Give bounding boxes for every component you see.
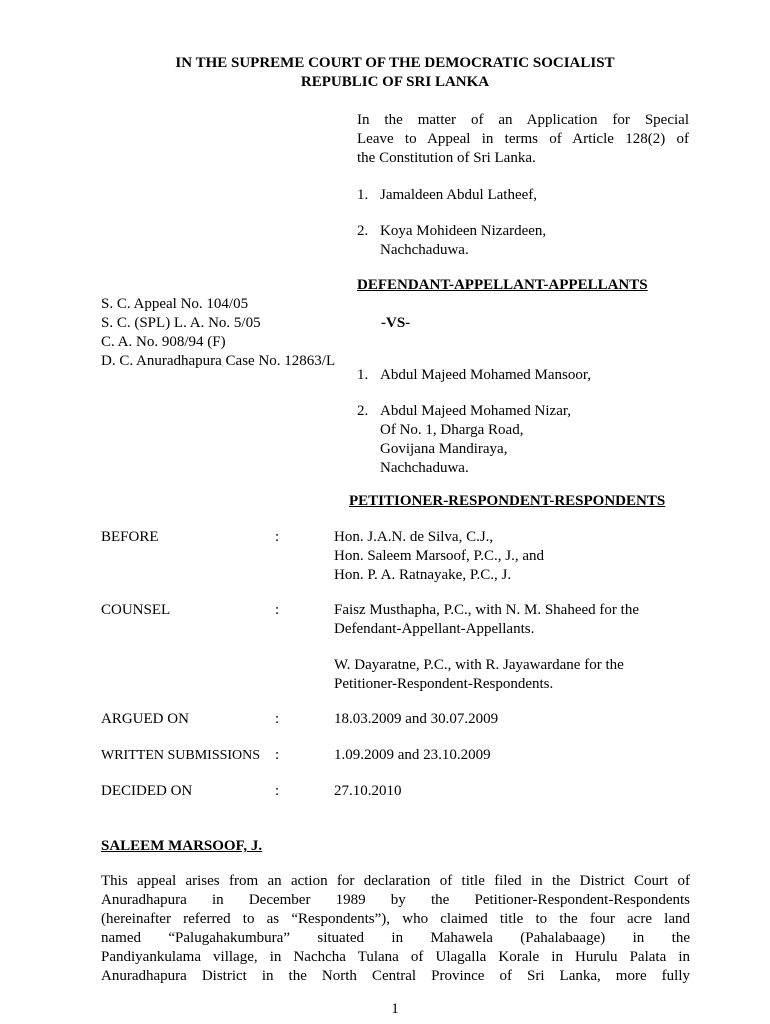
case-number-sc-spl: S. C. (SPL) L. A. No. 5/05	[101, 315, 261, 331]
appellant-2-number: 2.	[357, 223, 369, 239]
counsel-colon: :	[275, 602, 280, 618]
written-submissions-colon: :	[275, 747, 280, 763]
appellant-2-address: Nachchaduwa.	[380, 242, 469, 258]
court-heading-line1: IN THE SUPREME COURT OF THE DEMOCRATIC SOCIALIST	[175, 55, 615, 71]
argued-on-label: ARGUED ON	[101, 711, 189, 727]
respondent-2-address-1: Of No. 1, Dharga Road,	[380, 422, 524, 438]
before-judge-2: Hon. Saleem Marsoof, P.C., J., and	[334, 548, 544, 564]
before-judge-3: Hon. P. A. Ratnayake, P.C., J.	[334, 567, 512, 583]
respondent-1-name: Abdul Majeed Mohamed Mansoor,	[380, 367, 592, 383]
before-colon: :	[275, 529, 280, 545]
matter-line-3: the Constitution of Sri Lanka.	[357, 150, 536, 166]
respondent-2-number: 2.	[357, 403, 369, 419]
respondent-2-name: Abdul Majeed Mohamed Nizar,	[380, 403, 572, 419]
respondent-2-address-3: Nachchaduwa.	[380, 460, 469, 476]
judge-name: SALEEM MARSOOF, J.	[101, 838, 263, 854]
counsel-label: COUNSEL	[101, 602, 171, 618]
body-line-2: Anuradhapura in December 1989 by the Petitioner-Respondent-Respondents	[101, 892, 690, 908]
counsel-respondents-line-1: W. Dayaratne, P.C., with R. Jayawardane for the	[334, 657, 624, 673]
before-label: BEFORE	[101, 529, 159, 545]
argued-on-colon: :	[275, 711, 280, 727]
respondent-1-number: 1.	[357, 367, 369, 383]
appellant-1-number: 1.	[357, 187, 369, 203]
written-submissions-label: WRITTEN SUBMISSIONS	[101, 748, 261, 763]
counsel-appellants-line-1: Faisz Musthapha, P.C., with N. M. Shaheed for the	[334, 602, 639, 618]
counsel-appellants-line-2: Defendant-Appellant-Appellants.	[334, 621, 535, 637]
decided-on-label: DECIDED ON	[101, 783, 193, 799]
counsel-respondents-line-2: Petitioner-Respondent-Respondents.	[334, 676, 554, 692]
matter-line-1: In the matter of an Application for Special	[357, 112, 689, 128]
before-judge-1: Hon. J.A.N. de Silva, C.J.,	[334, 529, 494, 545]
court-heading-line2: REPUBLIC OF SRI LANKA	[300, 74, 490, 90]
body-line-4: named “Palugahakumbura” situated in Mahawela (Pahalabaage) in the	[101, 930, 690, 946]
respondent-2-address-2: Govijana Mandiraya,	[380, 441, 508, 457]
case-number-dc: D. C. Anuradhapura Case No. 12863/L	[101, 353, 336, 369]
appellant-2-name: Koya Mohideen Nizardeen,	[380, 223, 547, 239]
argued-on-value: 18.03.2009 and 30.07.2009	[334, 711, 499, 727]
page-number: 1	[391, 1001, 399, 1017]
case-number-sc-appeal: S. C. Appeal No. 104/05	[101, 296, 249, 312]
written-submissions-value: 1.09.2009 and 23.10.2009	[334, 747, 491, 763]
body-line-6: Anuradhapura District in the North Central Province of Sri Lanka, more fully	[101, 968, 690, 984]
respondents-role: PETITIONER-RESPONDENT-RESPONDENTS	[349, 493, 666, 509]
body-line-5: Pandiyankulama village, in Nachcha Tulana of Ulagalla Korale in Hurulu Palata in	[101, 949, 690, 965]
decided-on-colon: :	[275, 783, 280, 799]
appellants-role: DEFENDANT-APPELLANT-APPELLANTS	[357, 277, 648, 293]
body-line-1: This appeal arises from an action for declaration of title filed in the District Court of	[101, 873, 690, 889]
appellant-1-name: Jamaldeen Abdul Latheef,	[380, 187, 538, 203]
body-line-3: (hereinafter referred to as “Respondents”), who claimed title to the four acre land	[101, 911, 690, 927]
decided-on-value: 27.10.2010	[334, 783, 402, 799]
case-number-ca: C. A. No. 908/94 (F)	[101, 334, 226, 350]
matter-line-2: Leave to Appeal in terms of Article 128(2) of	[357, 131, 689, 147]
versus-label: -VS-	[381, 315, 411, 331]
